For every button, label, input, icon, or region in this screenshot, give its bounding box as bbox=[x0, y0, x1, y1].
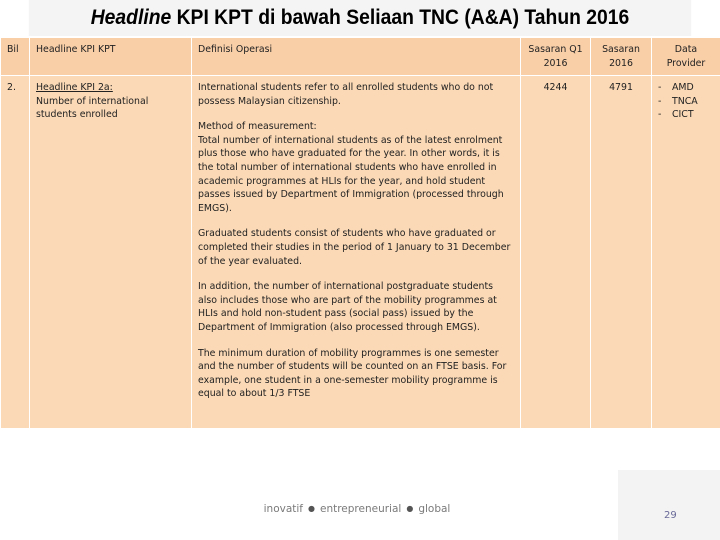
row-bil: 2. bbox=[1, 76, 30, 429]
header-headline: Headline KPI KPT bbox=[30, 38, 192, 76]
bullet-icon: ● bbox=[308, 504, 315, 513]
list-item: - CICT bbox=[658, 109, 694, 121]
page-title bbox=[29, 0, 691, 36]
headline-kpi-text: Number of international students enrolled bbox=[36, 95, 149, 121]
row-data-provider bbox=[652, 76, 720, 429]
headline-kpi-link[interactable]: Headline KPI 2a: bbox=[36, 82, 113, 93]
tagline-entrepreneurial: entrepreneurial bbox=[319, 503, 402, 515]
header-sasaran-2016: Sasaran 2016 bbox=[591, 38, 652, 76]
row-headline bbox=[30, 76, 192, 429]
provider-list bbox=[658, 81, 714, 122]
provider-tnca: TNCA bbox=[672, 95, 698, 107]
header-definisi: Definisi Operasi bbox=[192, 38, 521, 76]
header-bil: Bil bbox=[1, 38, 30, 76]
provider-amd: AMD bbox=[672, 82, 694, 93]
list-item: - TNCA bbox=[658, 95, 698, 107]
row-sasaran-q1: 4244 bbox=[521, 76, 591, 429]
provider-cict: CICT bbox=[672, 109, 694, 121]
table-row bbox=[1, 76, 720, 429]
tagline-global: global bbox=[418, 503, 451, 515]
row-sasaran-2016: 4791 bbox=[591, 76, 652, 429]
header-data-provider: Data Provider bbox=[652, 38, 720, 76]
header-sasaran-q1: Sasaran Q1 2016 bbox=[521, 38, 591, 76]
definition-paragraph: Method of measurement: Total number of international students as of the latest enrolment plus those who have graduated for the year. In other words, it is the total number of international students who have enrolled in academic programmes at HLIs for the year, and hold student passes issued by Department of Immigration (processed through EMGS). bbox=[198, 121, 504, 214]
page-number: 29 bbox=[664, 510, 677, 521]
definition-paragraph: The minimum duration of mobility programmes is one semester and the number of students will be counted on an FTSE basis. For example, one student in a one-semester mobility programme is equal to about 1/3 FTSE bbox=[198, 347, 507, 400]
tagline-inovatif: inovatif bbox=[263, 503, 303, 515]
title-lead: Headline bbox=[90, 6, 172, 29]
row-definition bbox=[192, 76, 521, 429]
definition-paragraph: In addition, the number of international postgraduate students also includes those who are part of the mobility programmes at HLIs and hold non-student pass (social pass) issued by the Department of Immigration (also processed through EMGS). bbox=[198, 281, 497, 333]
definition-paragraph: Graduated students consist of students who have graduated or completed their studies in the period of 1 January to 31 December of the year evaluated. bbox=[198, 228, 511, 267]
definition-paragraph: International students refer to all enrolled students who do not possess Malaysian citizenship. bbox=[198, 82, 494, 107]
footer-tagline bbox=[0, 503, 720, 515]
list-item: - AMD bbox=[658, 82, 694, 93]
table-header-row bbox=[1, 38, 720, 76]
title-rest: KPI KPT di bawah Seliaan TNC (A&A) Tahun 2016 bbox=[171, 6, 630, 29]
kpi-table bbox=[0, 37, 720, 429]
bullet-icon: ● bbox=[406, 504, 414, 513]
